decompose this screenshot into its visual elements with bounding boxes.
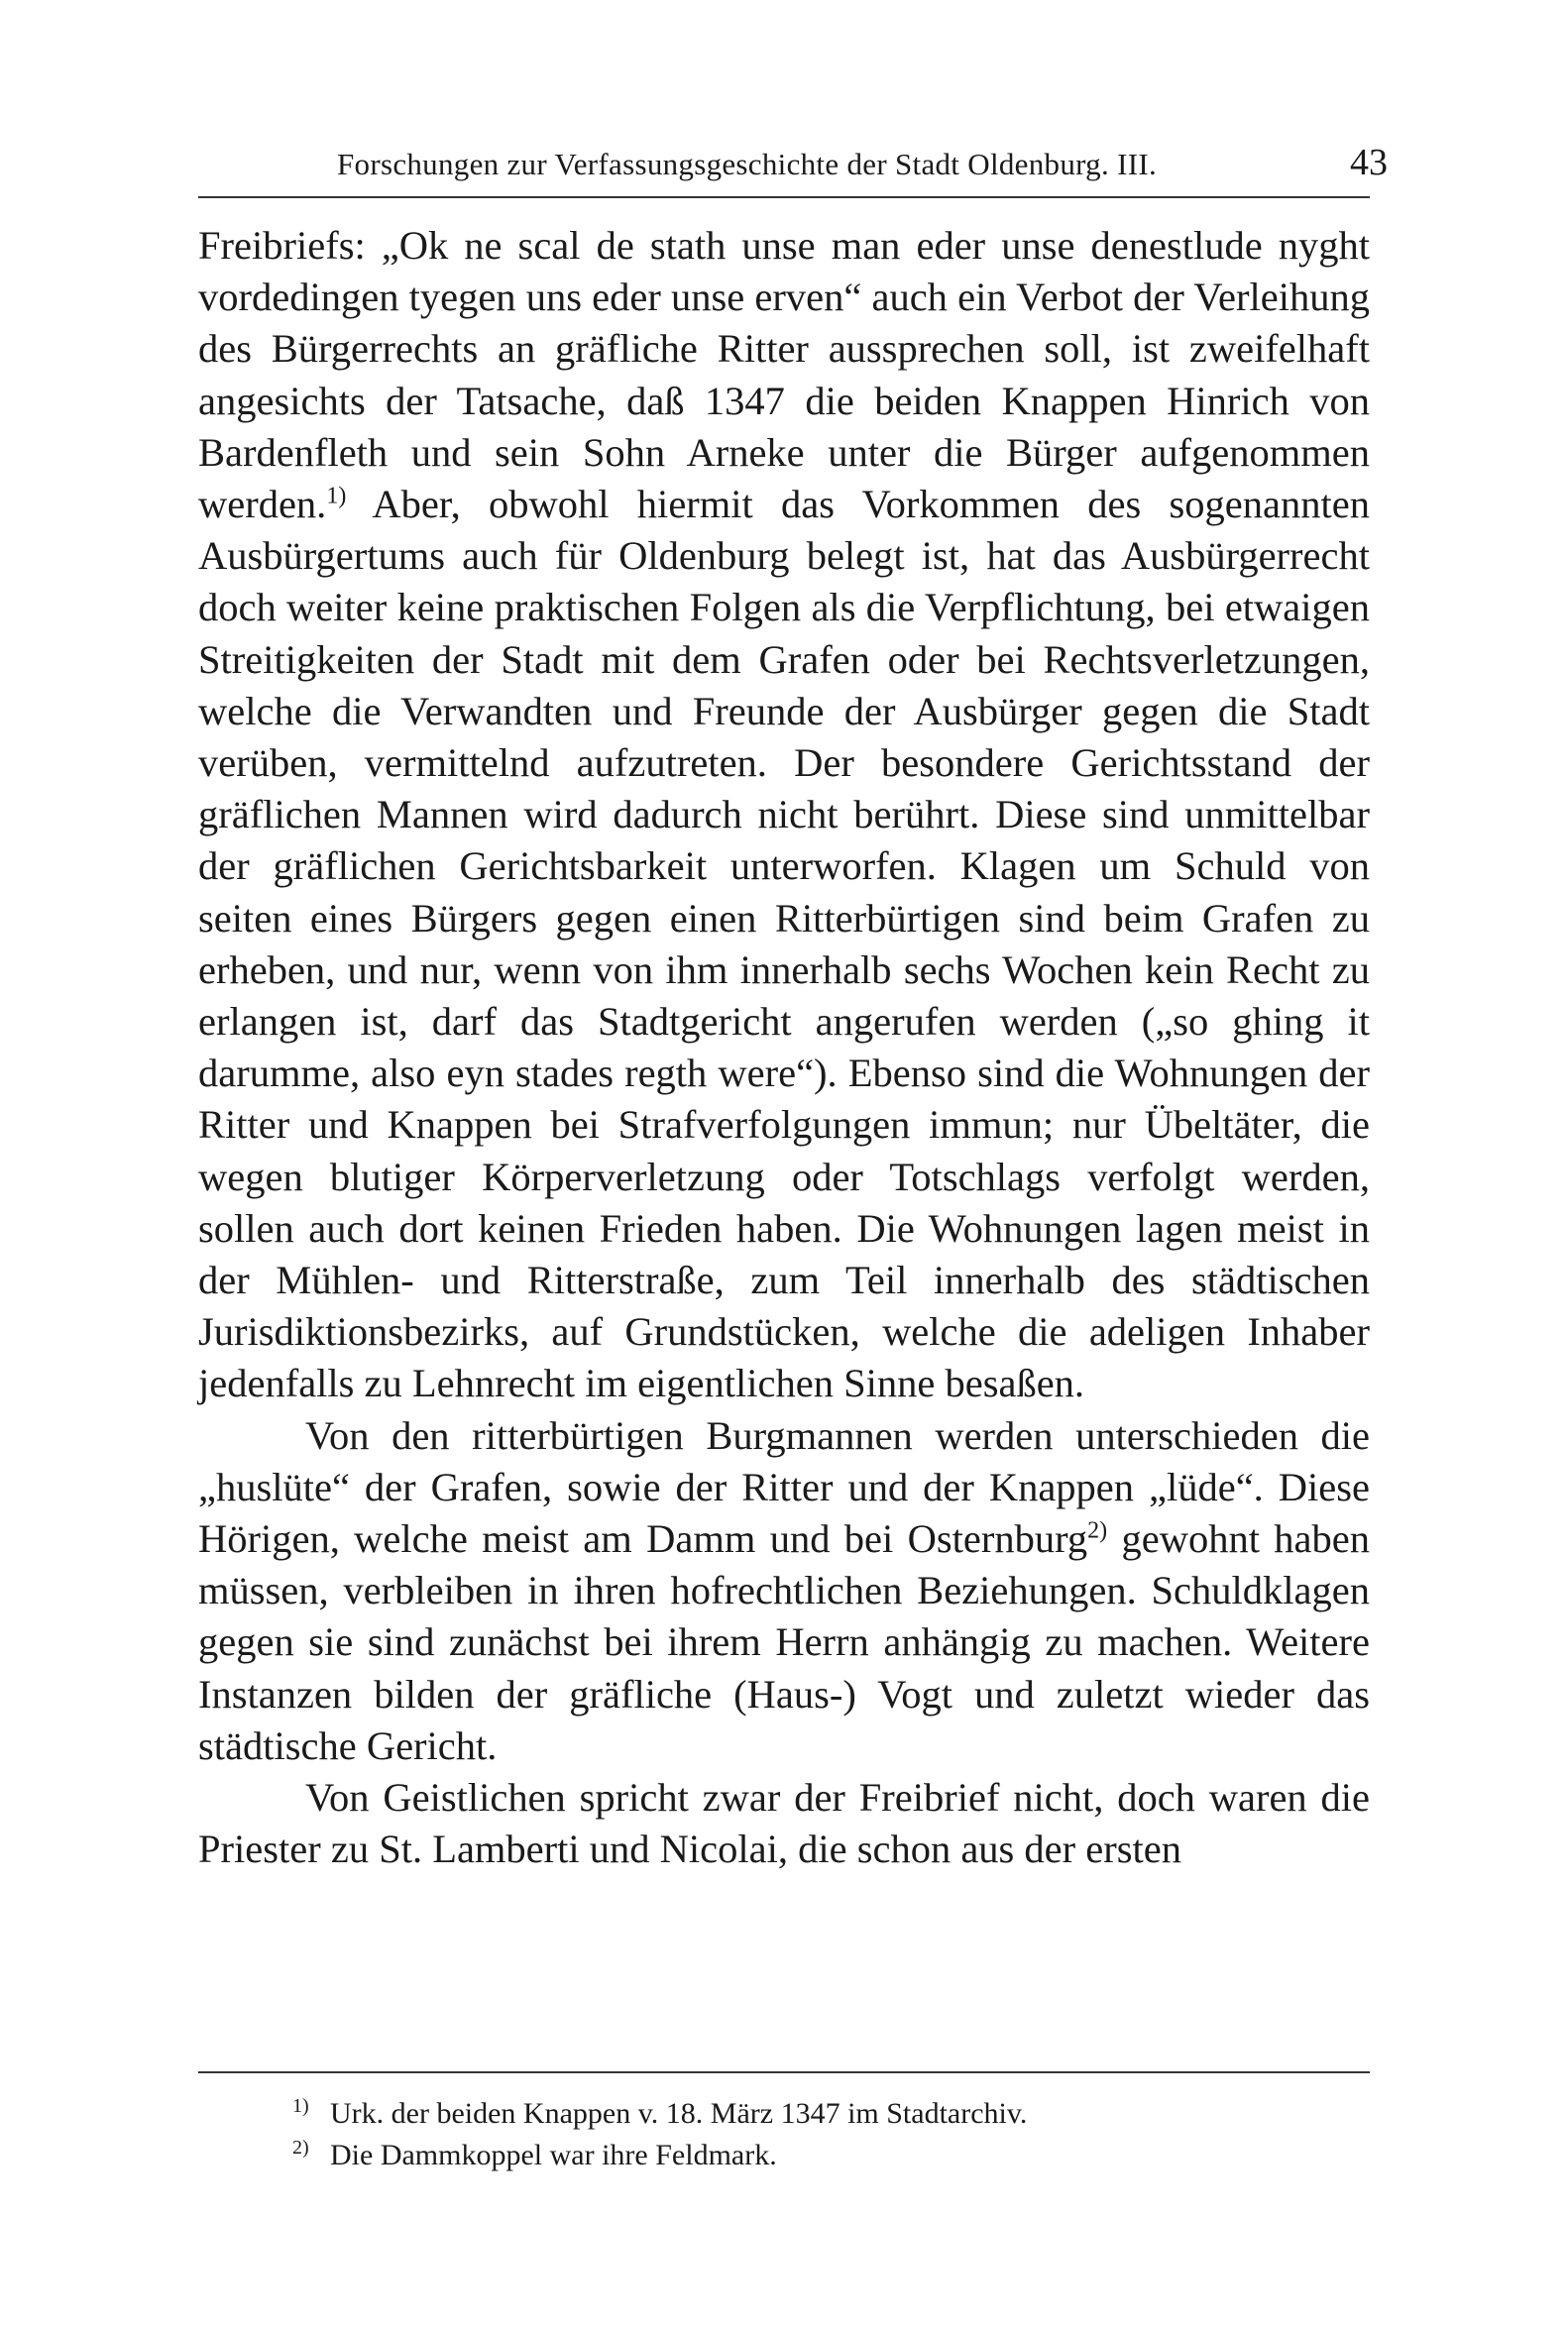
footnote-ref-2: 2) xyxy=(1087,1517,1108,1544)
header-rule xyxy=(198,196,1370,198)
paragraph-1 xyxy=(198,220,1370,1410)
paragraph-1-part-a: Freibriefs: „Ok ne scal de stath unse man eder unse denestlude nyght vordedingen tyegen uns eder unse erven“ auch ein Verbot der Verleihung des Bürgerrechts an gräfliche Ritter aussprechen soll, ist zweifelhaft angesichts der Tatsache, daß 1347 die beiden Knappen Hinrich von Bardenfleth und sein Sohn Arneke unter die Bürger aufgenommen werden. xyxy=(198,223,1370,527)
main-text xyxy=(198,220,1370,1876)
footnote-1: 1) Urk. der beiden Knappen v. 18. März 1347 im Stadtarchiv. xyxy=(292,2095,1028,2130)
footnote-rule xyxy=(198,2071,1370,2073)
running-header xyxy=(198,141,1388,190)
running-title: Forschungen zur Verfassungsgeschichte der Stadt Oldenburg. III. xyxy=(337,147,1158,181)
paragraph-3: Von Geistlichen spricht zwar der Freibrief nicht, doch waren die Priester zu St. Lamberti und Nicolai, die schon aus der ersten xyxy=(198,1775,1370,1872)
paragraph-2 xyxy=(198,1410,1370,1772)
paragraph-2-part-a: Von den ritterbürtigen Burgmannen werden unterschieden die „huslüte“ der Grafen, sowie der Ritter und der Knappen „lüde“. Diese Hörigen, welche meist am Damm und bei Osternburg xyxy=(198,1412,1370,1562)
footnote-1-text: Urk. der beiden Knappen v. 18. März 1347 im Stadtarchiv. xyxy=(330,2097,1028,2130)
footnote-2: 2) Die Dammkoppel war ihre Feldmark. xyxy=(292,2137,777,2171)
paragraph-1-part-b: Aber, obwohl hiermit das Vorkommen des sogenannten Ausbürgertums auch für Oldenburg belegt ist, hat das Ausbürgerrecht doch weiter keine praktischen Folgen als die Verpflichtung, bei etwaigen Streitigkeiten der Stadt mit dem Grafen oder bei Rechtsverletzungen, welche die Verwandten und Freunde der Ausbürger gegen die Stadt verüben, vermittelnd aufzutreten. Der besondere Gerichtsstand der gräflichen Mannen wird dadurch nicht berührt. Diese sind unmittelbar der gräflichen Gerichtsbarkeit unterworfen. Klagen um Schuld von seiten eines Bürgers gegen einen Ritterbürtigen sind beim Grafen zu erheben, und nur, wenn von ihm innerhalb sechs Wochen kein Recht zu erlangen ist, darf das Stadtgericht angerufen werden („so ghing it darumme, also eyn stades regth were“). Ebenso sind die Wohnungen der Ritter und Knappen bei Strafverfolgungen immun; nur Übeltäter, die wegen blutiger Körperverletzung oder Totschlags verfolgt werden, sollen auch dort keinen Frieden haben. Die Wohnungen lagen meist in der Mühlen- und Ritterstraße, zum Teil innerhalb des städtischen Jurisdiktionsbezirks, auf Grundstücken, welche die adeligen Inhaber jedenfalls zu Lehnrecht im eigentlichen Sinne besaßen. xyxy=(198,482,1370,1406)
page-number: 43 xyxy=(1350,142,1388,183)
footnote-ref-1: 1) xyxy=(326,483,347,509)
footnote-2-text: Die Dammkoppel war ihre Feldmark. xyxy=(330,2139,777,2171)
paragraph-2-part-b: gewohnt haben müssen, verbleiben in ihren hofrechtlichen Beziehungen. Schuldklagen gegen sie sind zunächst bei ihrem Herrn anhängig zu machen. Weitere Instanzen bilden der gräfliche (Haus-) Vogt und zuletzt wieder das städtische Gericht. xyxy=(198,1516,1371,1768)
footnotes xyxy=(198,2093,1370,2176)
